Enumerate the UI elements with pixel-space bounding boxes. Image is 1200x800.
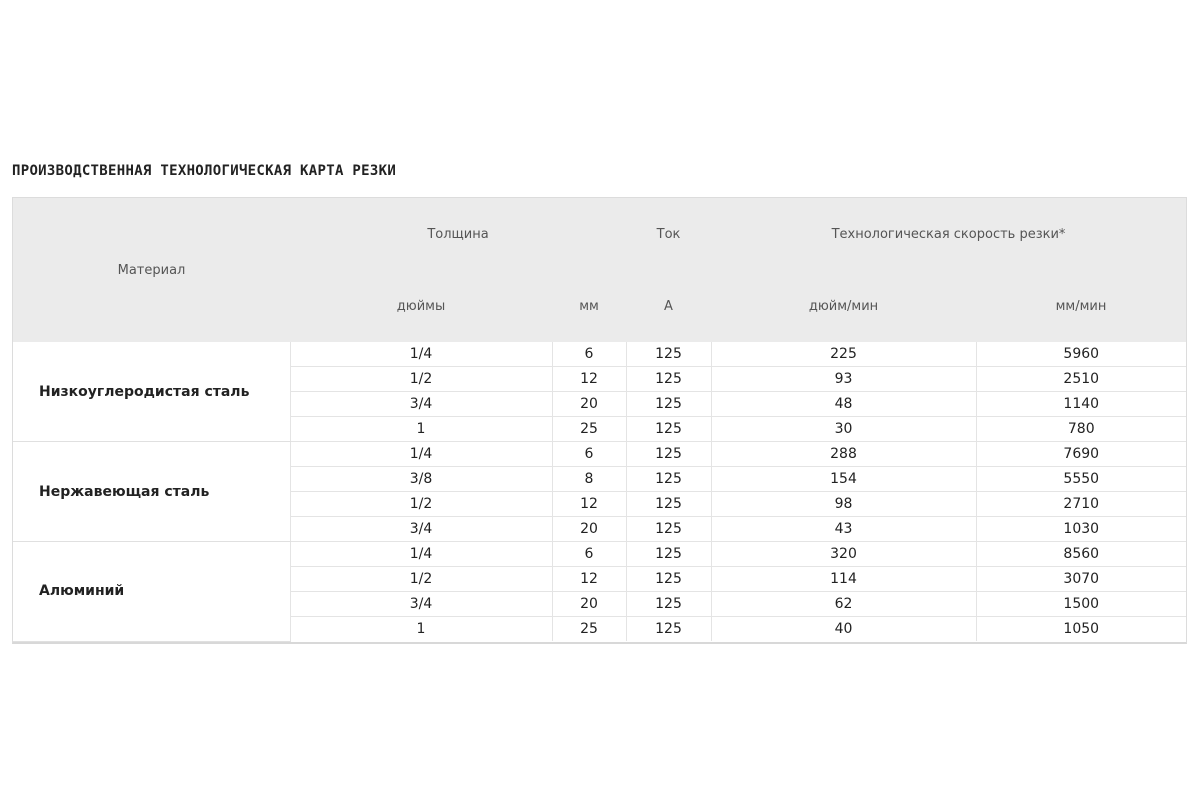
speed-inch-per-min-cell: 98: [711, 492, 976, 517]
current-amps-cell: 125: [626, 492, 711, 517]
table-header: [13, 198, 1186, 342]
current-amps-cell: 125: [626, 442, 711, 467]
thickness-mm-cell: 20: [552, 517, 626, 542]
speed-inch-per-min-cell: 40: [711, 617, 976, 642]
speed-mm-per-min-cell: 1140: [976, 392, 1186, 417]
speed-inch-per-min-cell: 48: [711, 392, 976, 417]
thickness-inches-cell: 3/4: [290, 592, 552, 617]
thickness-inches-cell: 1/2: [290, 567, 552, 592]
table-row: [13, 342, 1186, 367]
thickness-mm-cell: 20: [552, 592, 626, 617]
thickness-inches-cell: 1/4: [290, 442, 552, 467]
cutting-speed-header: Технологическая скорость резки*: [711, 198, 1186, 270]
current-amps-cell: 125: [626, 517, 711, 542]
thickness-inches-cell: 3/8: [290, 467, 552, 492]
current-amps-cell: 125: [626, 567, 711, 592]
thickness-inches-cell: 1: [290, 617, 552, 642]
thickness-inches-cell: 1: [290, 417, 552, 442]
unit-inch-per-min-header: дюйм/мин: [711, 270, 976, 342]
thickness-mm-cell: 25: [552, 417, 626, 442]
thickness-inches-cell: 1/4: [290, 542, 552, 567]
unit-amps-header: А: [626, 270, 711, 342]
speed-mm-per-min-cell: 5960: [976, 342, 1186, 367]
thickness-inches-cell: 1/2: [290, 367, 552, 392]
current-amps-cell: 125: [626, 417, 711, 442]
material-name-cell: Нержавеющая сталь: [13, 442, 290, 542]
current-amps-cell: 125: [626, 467, 711, 492]
thickness-mm-cell: 6: [552, 442, 626, 467]
thickness-inches-cell: 1/4: [290, 342, 552, 367]
thickness-header: Толщина: [290, 198, 626, 270]
speed-mm-per-min-cell: 1050: [976, 617, 1186, 642]
speed-inch-per-min-cell: 43: [711, 517, 976, 542]
current-header: Ток: [626, 198, 711, 270]
speed-inch-per-min-cell: 288: [711, 442, 976, 467]
current-amps-cell: 125: [626, 592, 711, 617]
cutting-chart-table: [13, 198, 1186, 642]
speed-mm-per-min-cell: 780: [976, 417, 1186, 442]
material-name-cell: Алюминий: [13, 542, 290, 642]
speed-inch-per-min-cell: 30: [711, 417, 976, 442]
thickness-mm-cell: 6: [552, 542, 626, 567]
thickness-inches-cell: 3/4: [290, 517, 552, 542]
speed-inch-per-min-cell: 62: [711, 592, 976, 617]
material-header: Материал: [13, 198, 290, 342]
speed-inch-per-min-cell: 93: [711, 367, 976, 392]
thickness-inches-cell: 1/2: [290, 492, 552, 517]
current-amps-cell: 125: [626, 342, 711, 367]
thickness-mm-cell: 12: [552, 492, 626, 517]
speed-inch-per-min-cell: 114: [711, 567, 976, 592]
speed-inch-per-min-cell: 320: [711, 542, 976, 567]
speed-mm-per-min-cell: 8560: [976, 542, 1186, 567]
speed-mm-per-min-cell: 2510: [976, 367, 1186, 392]
speed-mm-per-min-cell: 5550: [976, 467, 1186, 492]
unit-mm-header: мм: [552, 270, 626, 342]
table-body: [13, 342, 1186, 641]
unit-inches-header: дюймы: [290, 270, 552, 342]
thickness-inches-cell: 3/4: [290, 392, 552, 417]
table-row: [13, 442, 1186, 467]
material-name-cell: Низкоуглеродистая сталь: [13, 342, 290, 442]
cutting-chart-table-container: [12, 197, 1187, 644]
thickness-mm-cell: 20: [552, 392, 626, 417]
thickness-mm-cell: 12: [552, 567, 626, 592]
speed-inch-per-min-cell: 154: [711, 467, 976, 492]
speed-inch-per-min-cell: 225: [711, 342, 976, 367]
thickness-mm-cell: 12: [552, 367, 626, 392]
page-title: ПРОИЗВОДСТВЕННАЯ ТЕХНОЛОГИЧЕСКАЯ КАРТА РЕЗКИ: [12, 163, 397, 179]
speed-mm-per-min-cell: 1030: [976, 517, 1186, 542]
thickness-mm-cell: 8: [552, 467, 626, 492]
thickness-mm-cell: 6: [552, 342, 626, 367]
current-amps-cell: 125: [626, 367, 711, 392]
speed-mm-per-min-cell: 2710: [976, 492, 1186, 517]
current-amps-cell: 125: [626, 617, 711, 642]
speed-mm-per-min-cell: 1500: [976, 592, 1186, 617]
table-row: [13, 542, 1186, 567]
current-amps-cell: 125: [626, 392, 711, 417]
unit-mm-per-min-header: мм/мин: [976, 270, 1186, 342]
speed-mm-per-min-cell: 3070: [976, 567, 1186, 592]
thickness-mm-cell: 25: [552, 617, 626, 642]
speed-mm-per-min-cell: 7690: [976, 442, 1186, 467]
current-amps-cell: 125: [626, 542, 711, 567]
